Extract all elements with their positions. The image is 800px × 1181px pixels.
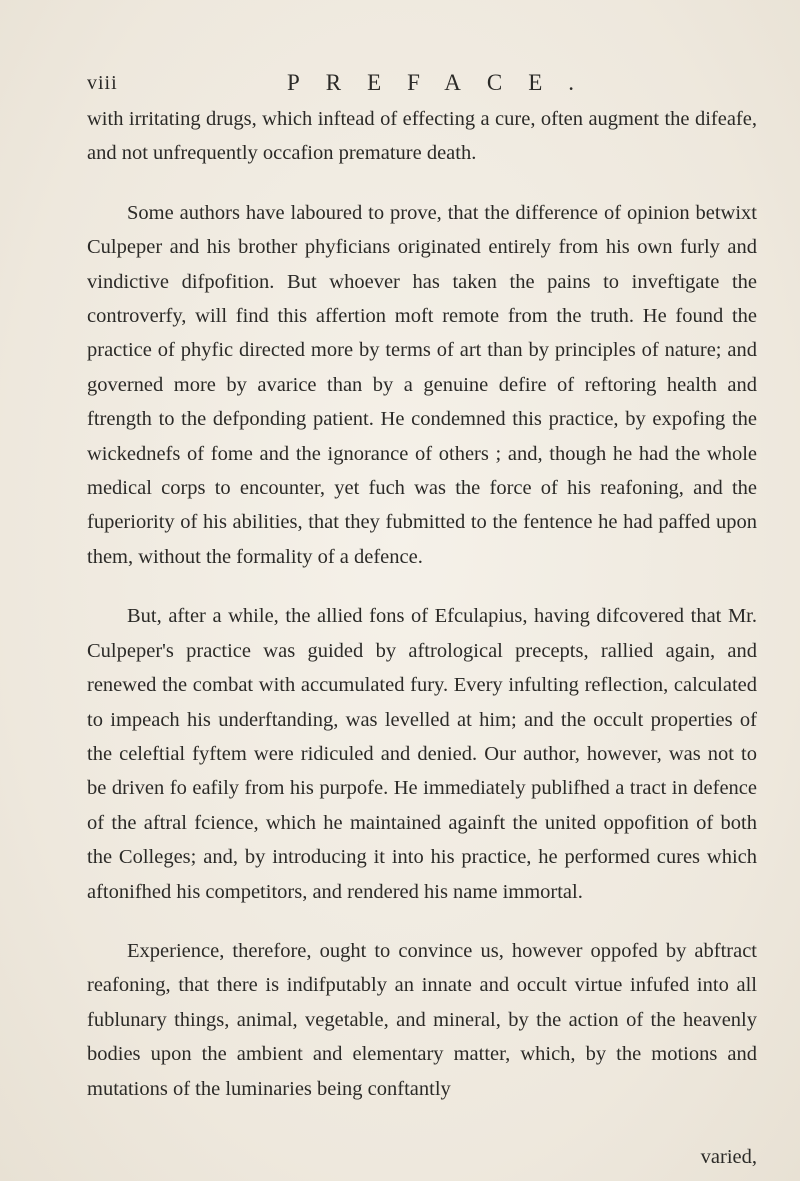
body-text [87,102,757,1106]
paragraph: But, after a while, the allied fons of Efculapius, having difcovered that Mr. Culpeper's practice was guided by aftrological precepts, rallied again, and renewed the combat with accumulated fury. Every infulting reflection, calculated to impeach his underftanding, was levelled at him; and the occult properties of the celeftial fyftem were ridiculed and denied. Our author, however, was not to be driven fo eafily from his purpofe. He immediately publifhed a tract in defence of the aftral fcience, which he maintained againft the united oppofition of both the Colleges; and, by introducing it into his practice, he performed cures which aftonifhed his competitors, and rendered his name immortal. [87,605,757,903]
page-number: viii [87,72,118,94]
paragraph: Some authors have laboured to prove, that the difference of opinion betwixt Culpeper and his brother phyficians originated entirely from his own furly and vindictive difpofition. But whoever has taken the pains to inveftigate the controverfy, will find this affertion moft remote from the truth. He found the practice of phyfic directed more by terms of art than by principles of nature; and governed more by avarice than by a genuine defire of reftoring health and ftrength to the defponding patient. He condemned this practice, by expofing the wickednefs of fome and the ignorance of others ; and, though he had the whole medical corps to encounter, yet fuch was the force of his reafoning, and the fuperiority of his abilities, that they fubmitted to the fentence he had paffed upon them, without the formality of a defence. [87,201,757,568]
page-header [87,70,757,98]
paragraph: Experience, therefore, ought to convince us, however oppofed by abftract reafoning, that there is indifputably an innate and occult virtue infufed into all fublunary things, animal, vegetable, and mineral, by the action of the heavenly bodies upon the ambient and elementary matter, which, by the motions and mutations of the luminaries being conftantly [87,939,757,1100]
catchword: varied, [700,1146,757,1168]
paragraph: with irritating drugs, which inftead of effecting a cure, often augment the difeafe, and not unfrequently occafion premature death. [87,108,757,165]
running-head: PREFACE. [287,70,601,95]
